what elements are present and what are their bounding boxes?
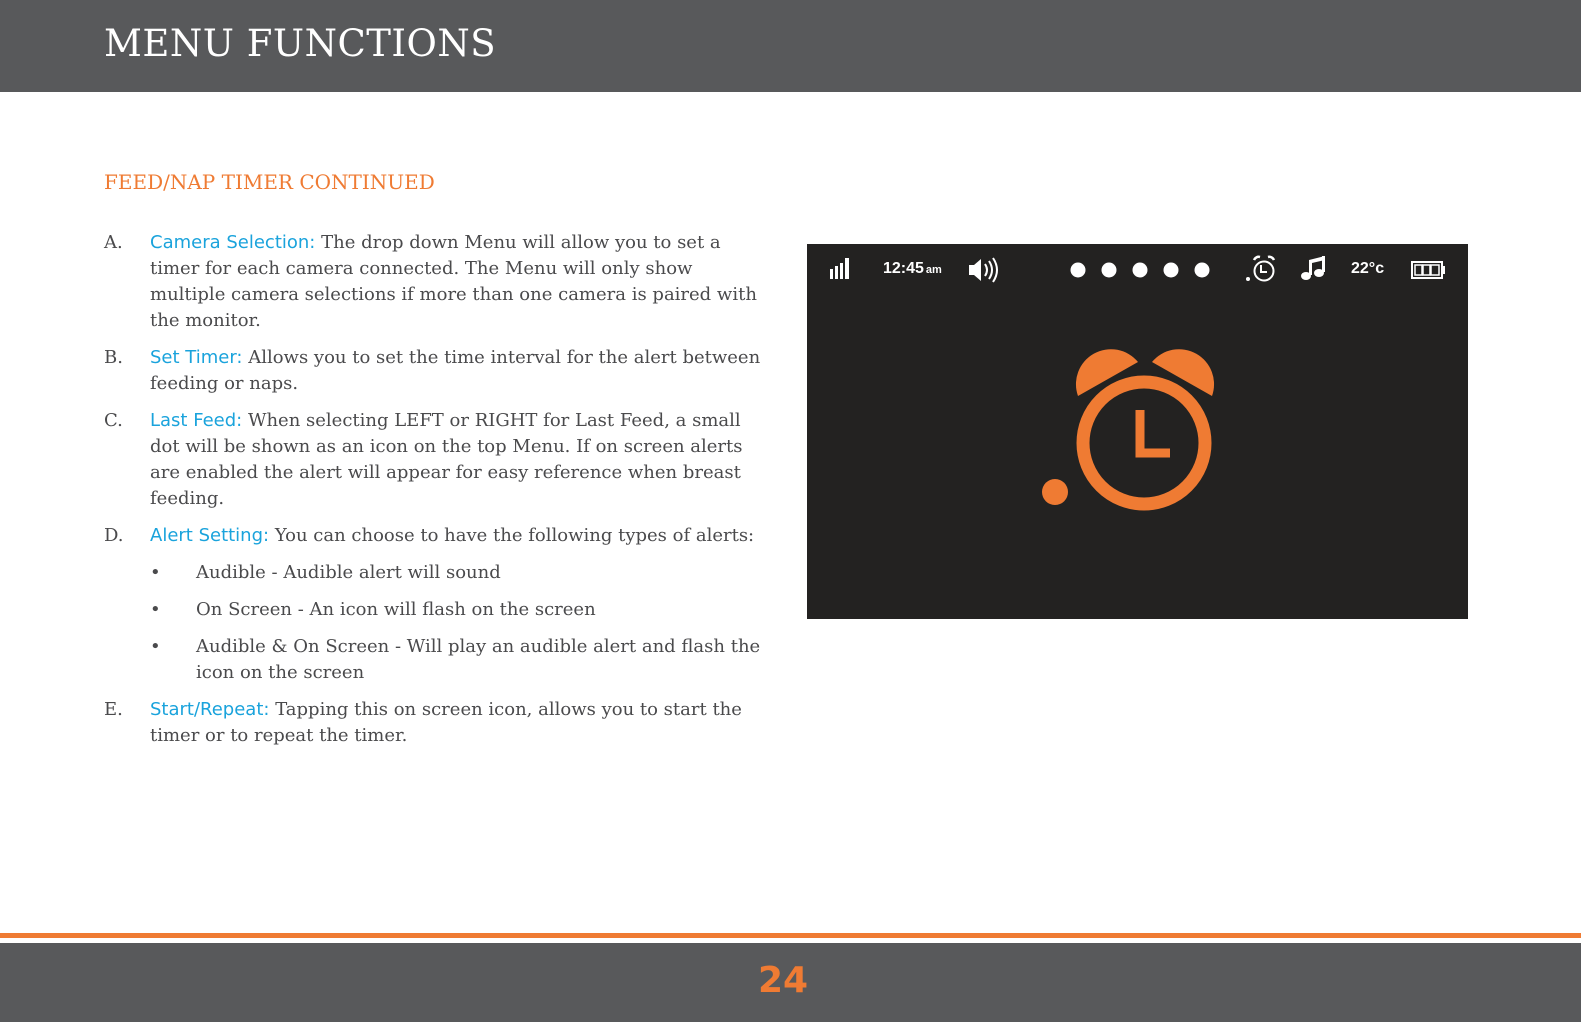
page-title: MENU FUNCTIONS [104,22,497,65]
list-item-alert-setting [104,523,764,549]
list-item-last-feed [104,408,764,512]
item-term: Start/Repeat: [150,699,270,720]
bullet-audible-on-screen [150,634,764,686]
bullet-dot: • [150,636,161,657]
list-item-start-repeat [104,697,764,749]
time-value: 12:45 [883,260,924,277]
bullet-dot: • [150,599,161,620]
item-letter: A. [104,232,123,253]
footer-accent-line [0,933,1581,938]
bullet-on-screen [150,597,764,623]
time-ampm: am [925,264,942,276]
item-letter: D. [104,525,124,546]
list-item-camera-selection [104,230,764,334]
item-letter: C. [104,410,123,431]
feature-list [104,230,764,760]
item-text: You can choose to have the following types of alerts: [269,525,755,546]
item-text: When selecting LEFT or RIGHT for Last Feed, a small dot will be shown as an icon on the top Menu. If on screen alerts are enabled the alert will appear for easy reference when breast feeding. [150,410,743,509]
status-temperature: 22°c [1351,260,1385,277]
section-title: FEED/NAP TIMER CONTINUED [104,170,435,194]
page-header [0,0,1581,92]
item-term: Alert Setting: [150,525,270,546]
bullet-text: On Screen - An icon will flash on the screen [196,599,596,620]
bullet-text: Audible - Audible alert will sound [196,562,501,583]
alert-type-list [104,560,764,686]
battery-icon [1412,262,1445,278]
item-term: Camera Selection: [150,232,316,253]
item-letter: E. [104,699,123,720]
item-term: Set Timer: [150,347,243,368]
item-text: The drop down Menu will allow you to set a timer for each camera connected. The Menu will only show multiple camera selections if more than one camera is paired with the monitor. [150,232,757,331]
feed-timer-icon [1246,257,1274,281]
bullet-text: Audible & On Screen - Will play an audible alert and flash the icon on the screen [196,636,761,683]
camera-dots-icon [1071,263,1210,278]
list-item-set-timer [104,345,764,397]
monitor-screen-graphics [807,244,1468,619]
page-number: 24 [757,960,809,1001]
item-term: Last Feed: [150,410,243,431]
status-time [883,260,942,278]
item-text: Tapping this on screen icon, allows you to start the timer or to repeat the timer. [150,699,742,746]
music-icon [1301,256,1325,280]
bullet-dot: • [150,562,161,583]
item-text: Allows you to set the time interval for the alert between feeding or naps. [150,347,761,394]
speaker-icon [969,258,997,282]
item-letter: B. [104,347,123,368]
alarm-clock-icon [1042,349,1214,505]
signal-icon [830,258,849,279]
bullet-audible [150,560,764,586]
monitor-screen-illustration [807,244,1468,619]
